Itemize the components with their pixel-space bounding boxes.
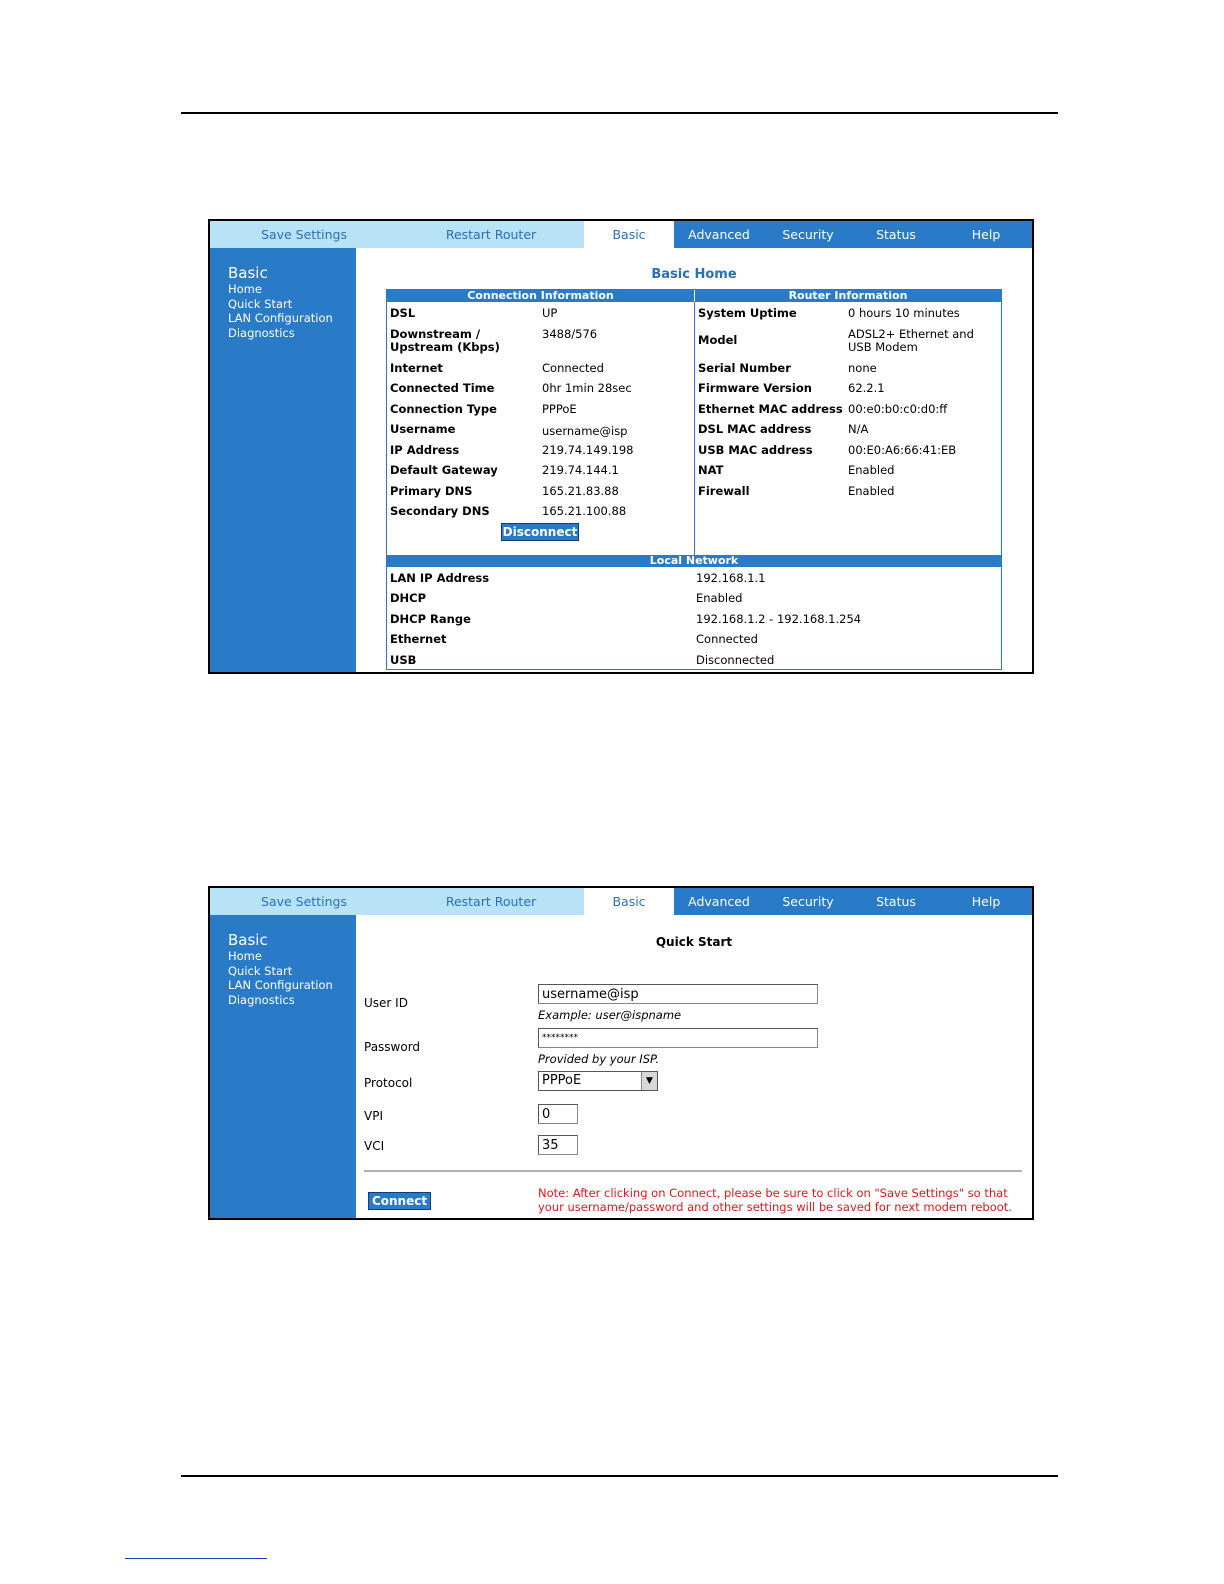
nav-restart-router[interactable]: Restart Router: [398, 221, 584, 248]
vpi-input[interactable]: [538, 1104, 578, 1124]
connect-button[interactable]: Connect: [368, 1192, 431, 1210]
column-divider: [694, 302, 695, 555]
local-value-usb: Disconnected: [696, 653, 775, 667]
conn-value-username: username@isp: [542, 424, 628, 438]
local-network-header: Local Network: [387, 555, 1001, 567]
nav-save-settings[interactable]: Save Settings: [210, 221, 398, 248]
conn-label-ip-address: IP Address: [390, 443, 460, 457]
local-value-dhcp: Enabled: [696, 591, 743, 605]
chevron-down-icon[interactable]: ▼: [641, 1072, 657, 1090]
router-label-nat: NAT: [698, 463, 724, 477]
conn-label-internet: Internet: [390, 361, 443, 375]
page-title: Quick Start: [655, 935, 733, 949]
conn-label-username: Username: [390, 422, 456, 436]
local-label-lan-ip: LAN IP Address: [390, 571, 490, 585]
local-label-dhcp-range: DHCP Range: [390, 612, 471, 626]
local-value-dhcp-range: 192.168.1.2 - 192.168.1.254: [696, 612, 862, 626]
protocol-select[interactable]: [538, 1071, 658, 1091]
nav-tab-security[interactable]: Security: [764, 221, 852, 248]
router-value-dsl-mac: N/A: [848, 422, 869, 436]
page-title: Basic Home: [651, 267, 737, 282]
user-id-label: User ID: [364, 996, 408, 1010]
sidebar-item-lan-configuration[interactable]: LAN Configuration: [228, 311, 333, 325]
nav-tab-help[interactable]: Help: [940, 221, 1032, 248]
nav-tab-status[interactable]: Status: [852, 221, 940, 248]
nav-tab-security[interactable]: Security: [764, 888, 852, 915]
conn-value-dsl: UP: [542, 306, 558, 320]
disconnect-button[interactable]: Disconnect: [502, 525, 578, 539]
router-value-model-line2: USB Modem: [848, 340, 918, 354]
sidebar-title: Basic: [228, 931, 268, 949]
main-divider: [354, 248, 356, 672]
user-id-input[interactable]: [538, 984, 818, 1004]
conn-label-dsl: DSL: [390, 306, 416, 320]
router-value-nat: Enabled: [848, 463, 895, 477]
nav-tab-advanced[interactable]: Advanced: [674, 888, 764, 915]
local-label-ethernet: Ethernet: [390, 632, 447, 646]
conn-label-downstream: Downstream /: [390, 327, 481, 341]
sidebar-item-quick-start[interactable]: Quick Start: [228, 963, 293, 978]
main-divider: [354, 915, 356, 1218]
nav-tab-advanced[interactable]: Advanced: [674, 221, 764, 248]
conn-label-upstream: Upstream (Kbps): [390, 340, 500, 354]
conn-value-internet: Connected: [542, 361, 604, 375]
sidebar: [210, 248, 354, 672]
conn-value-secondary-dns: 165.21.100.88: [542, 504, 627, 518]
conn-label-default-gateway: Default Gateway: [390, 463, 498, 477]
conn-label-connected-time: Connected Time: [390, 381, 495, 395]
conn-value-rate: 3488/576: [542, 327, 598, 341]
router-value-ethernet-mac: 00:e0:b0:c0:d0:ff: [848, 402, 948, 416]
password-input[interactable]: [538, 1028, 818, 1048]
nav-tab-status[interactable]: Status: [852, 888, 940, 915]
vci-label: VCI: [364, 1139, 385, 1153]
conn-value-connected-time: 0hr 1min 28sec: [542, 381, 632, 395]
router-label-firmware: Firmware Version: [698, 381, 812, 395]
user-id-hint: Example: user@ispname: [538, 1008, 682, 1022]
router-label-firewall: Firewall: [698, 484, 750, 498]
conn-label-connection-type: Connection Type: [390, 402, 497, 416]
connection-info-header: Connection Information: [387, 290, 694, 302]
quick-start-screenshot: [208, 886, 1034, 1220]
sidebar-item-diagnostics[interactable]: Diagnostics: [228, 325, 295, 340]
form-divider: [364, 1170, 1022, 1172]
page-top-rule: [181, 112, 1058, 114]
sidebar-item-lan-configuration[interactable]: LAN Configuration: [228, 978, 333, 992]
sidebar-item-quick-start[interactable]: Quick Start: [228, 296, 293, 311]
save-settings-note: [538, 1187, 1028, 1214]
router-value-firewall: Enabled: [848, 484, 895, 498]
router-value-usb-mac: 00:E0:A6:66:41:EB: [848, 443, 957, 457]
conn-label-primary-dns: Primary DNS: [390, 484, 473, 498]
note-line-2: your username/password and other settings will be saved for next modem reboot.: [538, 1199, 1012, 1214]
router-info-header: Router Information: [695, 290, 1001, 302]
info-panel: [386, 289, 1002, 670]
footer-link-underline: [125, 1558, 267, 1559]
nav-tab-basic[interactable]: Basic: [584, 888, 674, 915]
sidebar-title: Basic: [228, 264, 268, 282]
router-label-usb-mac: USB MAC address: [698, 443, 813, 457]
top-nav: [210, 888, 1032, 915]
router-value-model: ADSL2+ Ethernet and: [848, 327, 974, 341]
sidebar-item-home[interactable]: Home: [228, 282, 262, 296]
local-label-dhcp: DHCP: [390, 591, 427, 605]
vci-input[interactable]: [538, 1135, 578, 1155]
router-label-ethernet-mac: Ethernet MAC address: [698, 402, 843, 416]
protocol-selected-value: PPPoE: [542, 1073, 582, 1088]
conn-label-secondary-dns: Secondary DNS: [390, 504, 490, 518]
vpi-label: VPI: [364, 1109, 383, 1123]
nav-save-settings[interactable]: Save Settings: [210, 888, 398, 915]
nav-restart-router[interactable]: Restart Router: [398, 888, 584, 915]
conn-value-connection-type: PPPoE: [542, 402, 577, 416]
router-label-dsl-mac: DSL MAC address: [698, 422, 812, 436]
nav-tab-basic[interactable]: Basic: [584, 221, 674, 248]
router-label-model: Model: [698, 333, 738, 347]
note-line-1: Note: After clicking on Connect, please be sure to click on "Save Settings" so that: [538, 1186, 1008, 1200]
local-value-lan-ip: 192.168.1.1: [696, 571, 766, 585]
router-value-firmware: 62.2.1: [848, 381, 885, 395]
conn-value-default-gateway: 219.74.144.1: [542, 463, 619, 477]
conn-value-ip-address: 219.74.149.198: [542, 443, 634, 457]
sidebar-item-diagnostics[interactable]: Diagnostics: [228, 992, 295, 1007]
router-value-serial: none: [848, 361, 877, 375]
basic-home-screenshot: [208, 219, 1034, 674]
protocol-label: Protocol: [364, 1076, 413, 1090]
router-label-uptime: System Uptime: [698, 306, 797, 320]
page-bottom-rule: [181, 1475, 1058, 1477]
top-nav: [210, 221, 1032, 248]
password-label: Password: [364, 1040, 421, 1054]
router-label-serial: Serial Number: [698, 361, 791, 375]
conn-value-primary-dns: 165.21.83.88: [542, 484, 619, 498]
local-label-usb: USB: [390, 653, 417, 667]
local-value-ethernet: Connected: [696, 632, 758, 646]
router-value-uptime: 0 hours 10 minutes: [848, 306, 960, 320]
sidebar: [210, 915, 354, 1218]
password-hint: Provided by your ISP.: [538, 1052, 660, 1066]
nav-tab-help[interactable]: Help: [940, 888, 1032, 915]
sidebar-item-home[interactable]: Home: [228, 949, 262, 963]
